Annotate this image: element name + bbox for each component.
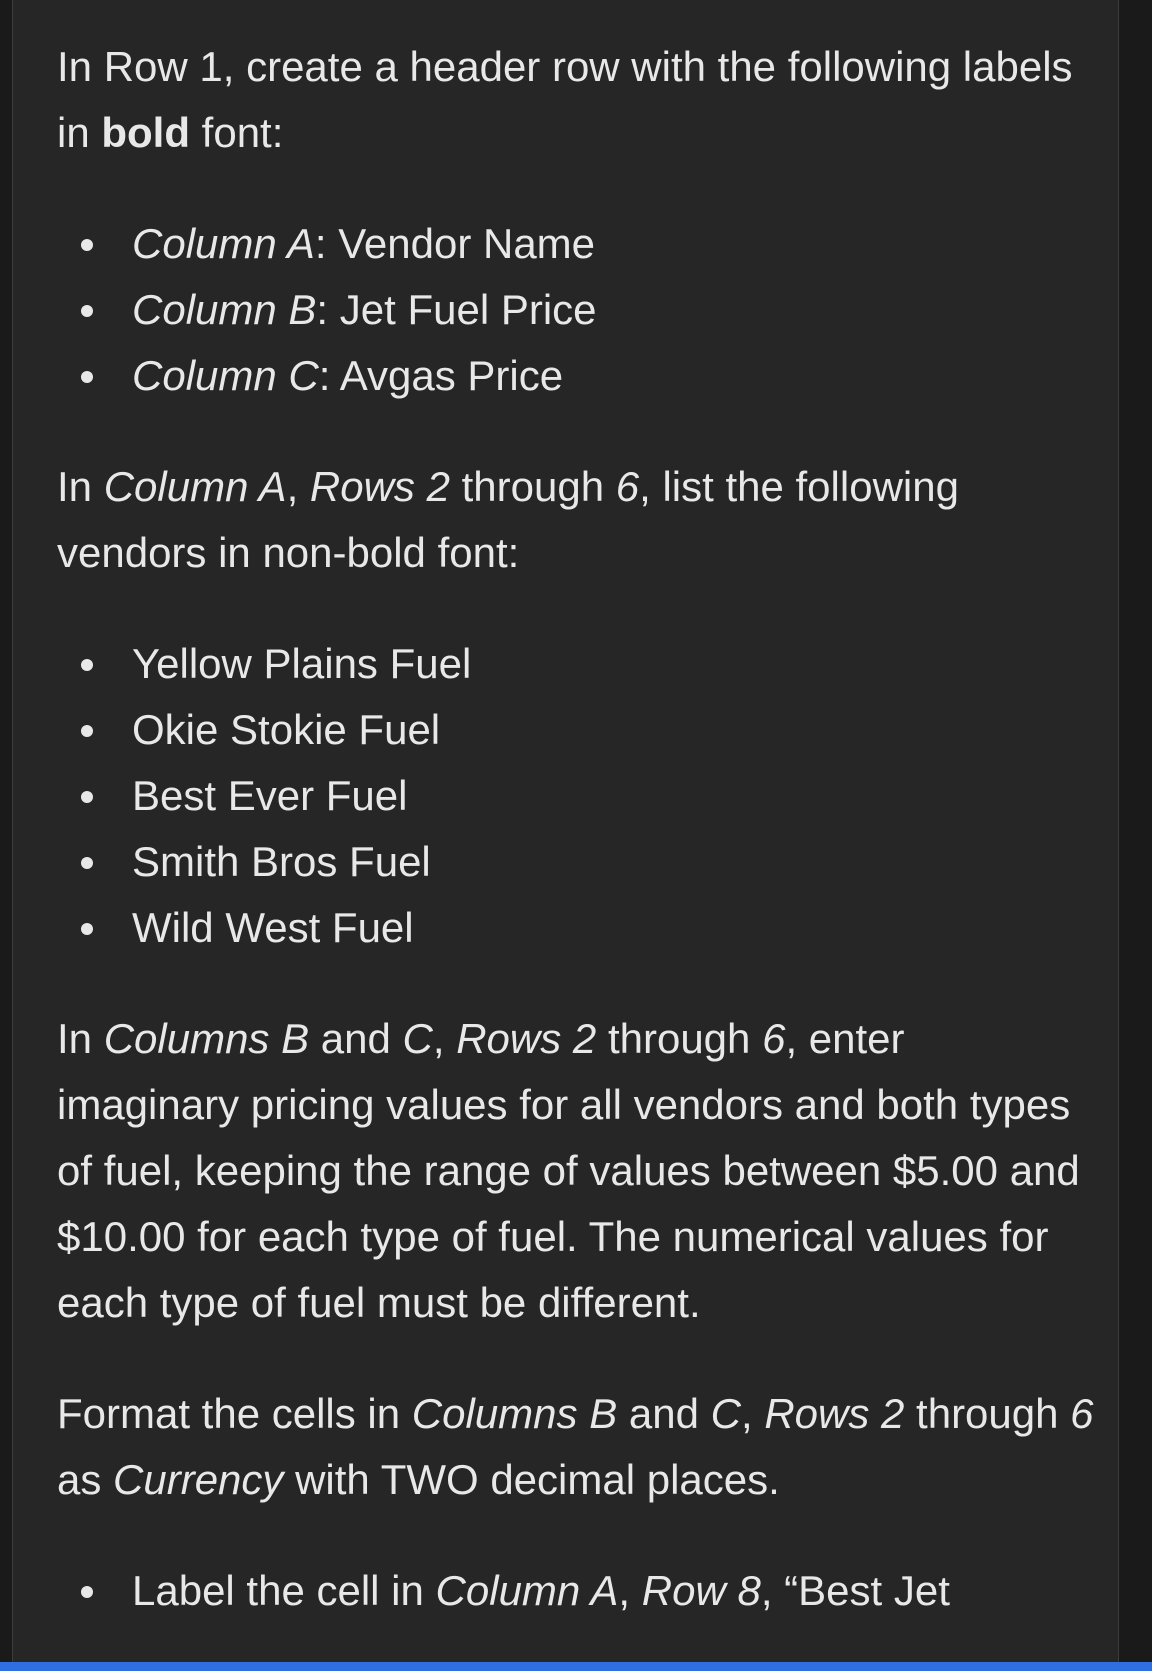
text-segment: ,: [618, 1567, 642, 1614]
vendor-item: Smith Bros Fuel: [132, 829, 1097, 895]
text-segment: with TWO decimal places.: [283, 1456, 780, 1503]
text-segment: In Row 1, create a header row with the following labels in: [57, 43, 1073, 156]
column-label: : Jet Fuel Price: [316, 286, 597, 333]
instructions-content: [57, 34, 1097, 1669]
column-ref: Column B: [132, 286, 317, 333]
column-label: : Vendor Name: [314, 220, 596, 267]
vendor-item: Wild West Fuel: [132, 895, 1097, 961]
text-segment: Format the cells in: [57, 1390, 412, 1437]
text-segment: and: [309, 1015, 403, 1062]
text-segment: ,: [286, 463, 310, 510]
text-segment: through: [904, 1390, 1071, 1437]
vendor-item: Best Ever Fuel: [132, 763, 1097, 829]
column-label: : Avgas Price: [318, 352, 564, 399]
label-instructions-list: [57, 1558, 1097, 1624]
italic-segment: Rows 2: [456, 1015, 597, 1062]
paragraph-header-row: [57, 34, 1097, 166]
text-segment: ,: [740, 1390, 765, 1437]
text-segment: through: [449, 463, 616, 510]
text-segment: , enter imaginary pricing values for all vendors and both types of fuel, keeping the range of values between $5.00 and $10.00 for each type of fuel. The numerical values for each type of fuel must be different.: [57, 1015, 1080, 1326]
column-ref: Column A: [132, 220, 315, 267]
vendor-list: [57, 631, 1097, 961]
text-segment: In: [57, 1015, 104, 1062]
list-item-label-cell: [132, 1558, 1097, 1624]
text-segment: ,: [432, 1015, 457, 1062]
italic-segment: Columns B: [411, 1390, 618, 1437]
bold-word: bold: [101, 109, 190, 156]
text-segment: Label the cell in: [132, 1567, 436, 1614]
text-segment: , “Best Jet: [760, 1567, 950, 1614]
italic-segment: Columns B: [103, 1015, 310, 1062]
paragraph-pricing: [57, 1006, 1097, 1336]
italic-segment: Row 8: [641, 1567, 761, 1614]
column-ref: Column C: [132, 352, 319, 399]
paragraph-vendors: [57, 454, 1097, 586]
list-item-column-a: [132, 211, 1097, 277]
paragraph-format: [57, 1381, 1097, 1513]
italic-segment: Currency: [113, 1456, 284, 1503]
instructions-panel: [12, 0, 1119, 1671]
text-segment: and: [617, 1390, 711, 1437]
vendor-item: Yellow Plains Fuel: [132, 631, 1097, 697]
italic-segment: C: [710, 1390, 741, 1437]
italic-segment: 6: [615, 463, 640, 510]
italic-segment: Column A: [103, 463, 287, 510]
header-labels-list: [57, 211, 1097, 409]
italic-segment: Rows 2: [764, 1390, 905, 1437]
list-item-column-c: [132, 343, 1097, 409]
text-segment: through: [596, 1015, 763, 1062]
italic-segment: Rows 2: [309, 463, 450, 510]
text-segment: , list the following vendors in non-bold font:: [57, 463, 959, 576]
text-segment: as: [57, 1456, 114, 1503]
text-segment: font:: [190, 109, 284, 156]
vendor-item: Okie Stokie Fuel: [132, 697, 1097, 763]
bottom-accent-bar: [0, 1662, 1152, 1671]
italic-segment: Column A: [435, 1567, 619, 1614]
italic-segment: 6: [1070, 1390, 1094, 1437]
list-item-column-b: [132, 277, 1097, 343]
italic-segment: C: [402, 1015, 433, 1062]
italic-segment: 6: [762, 1015, 786, 1062]
text-segment: In: [57, 463, 104, 510]
